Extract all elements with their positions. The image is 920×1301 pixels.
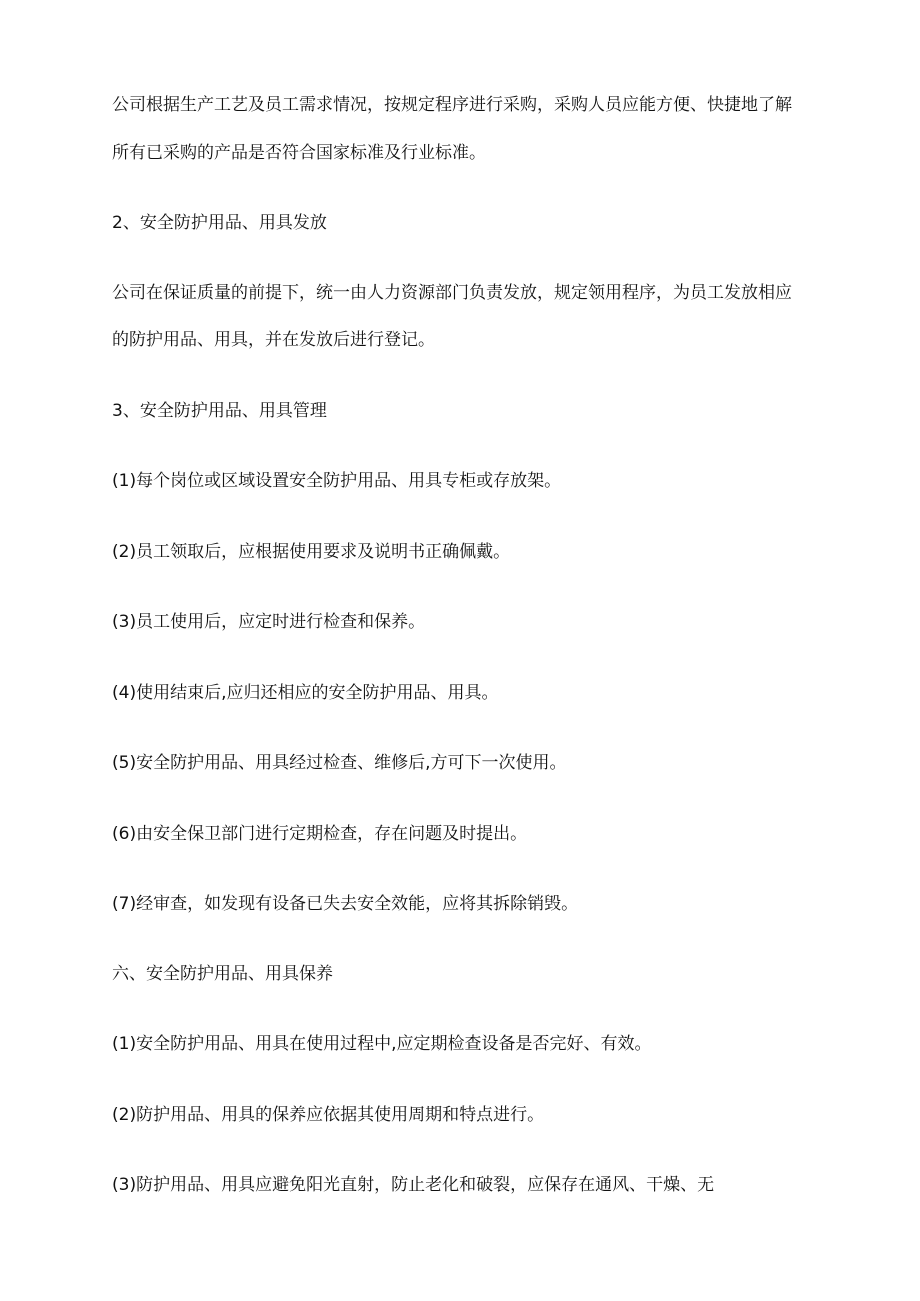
list-item: (2)员工领取后，应根据使用要求及说明书正确佩戴。 [112,542,511,562]
list-item: (5)安全防护用品、用具经过检查、维修后,方可下一次使用。 [112,753,567,773]
list-item: (3)员工使用后，应定时进行检查和保养。 [112,612,426,632]
list-item: (1)安全防护用品、用具在使用过程中,应定期检查设备是否完好、有效。 [112,1034,652,1054]
paragraph-line: 公司在保证质量的前提下，统一由人力资源部门负责发放，规定领用程序，为员工发放相应 [112,283,792,303]
list-item: (7)经审查，如发现有设备已失去安全效能，应将其拆除销毁。 [112,894,579,914]
list-item: (4)使用结束后,应归还相应的安全防护用品、用具。 [112,683,499,703]
paragraph-line: 公司根据生产工艺及员工需求情况，按规定程序进行采购，采购人员应能方便、快捷地了解 [112,95,792,115]
section-heading: 2、安全防护用品、用具发放 [112,213,327,233]
section-heading: 3、安全防护用品、用具管理 [112,401,327,421]
paragraph-line: 的防护用品、用具，并在发放后进行登记。 [112,330,435,350]
section-heading: 六、安全防护用品、用具保养 [112,964,333,984]
paragraph-line: 所有已采购的产品是否符合国家标准及行业标准。 [112,143,486,163]
list-item: (1)每个岗位或区域设置安全防护用品、用具专柜或存放架。 [112,471,562,491]
list-item: (2)防护用品、用具的保养应依据其使用周期和特点进行。 [112,1105,545,1125]
list-item: (3)防护用品、用具应避免阳光直射，防止老化和破裂，应保存在通风、干燥、无 [112,1175,715,1195]
list-item: (6)由安全保卫部门进行定期检查，存在问题及时提出。 [112,824,528,844]
